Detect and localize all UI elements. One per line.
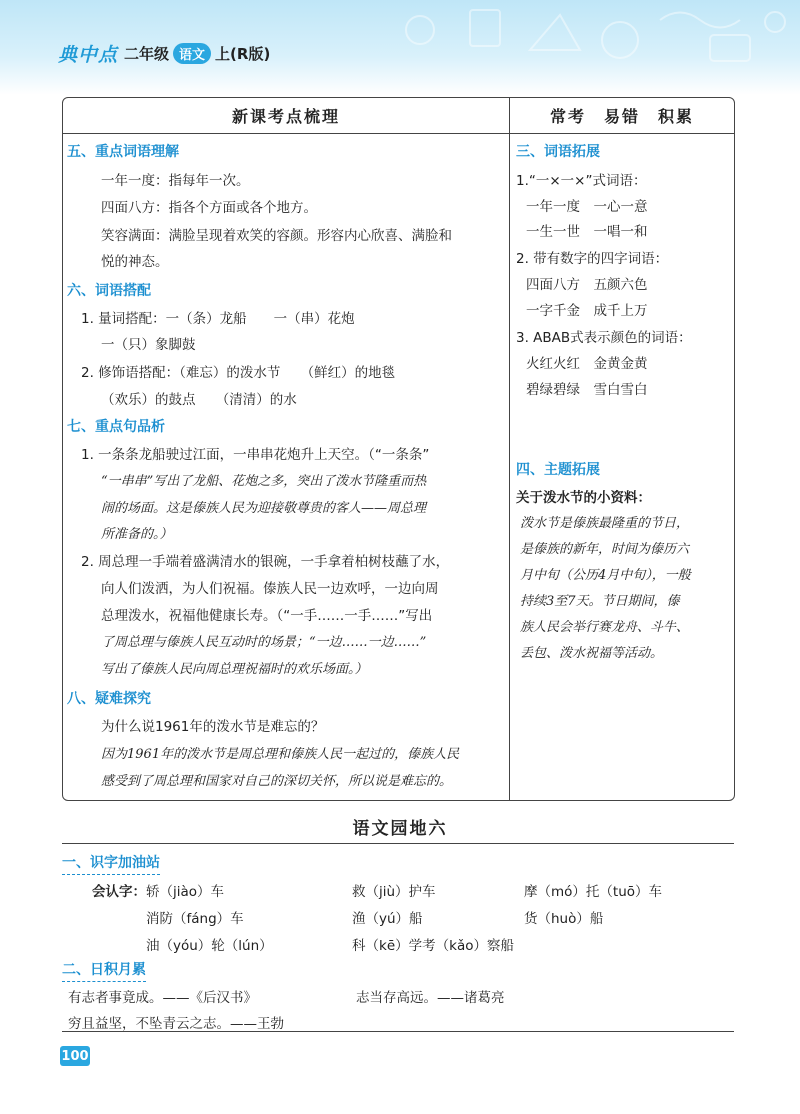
s4-line: 月中旬（公历4月中旬），一般 — [520, 568, 691, 583]
s3-line: 2. 带有数字的四字词语： — [516, 251, 669, 267]
s7-line: “一串串”写出了龙船、花炮之多，突出了泼水节隆重而热 — [101, 474, 427, 489]
s7-line: 所准备的。） — [101, 527, 173, 542]
s3-line: 一年一度 一心一意 — [526, 199, 648, 215]
section-4-title: 四、主题拓展 — [516, 462, 600, 478]
s6-line: （欢乐）的鼓点 （清清）的水 — [101, 392, 297, 408]
quote-line: 有志者事竟成。——《后汉书》 — [68, 990, 257, 1006]
s4-line: 丢包、泼水祝福等活动。 — [520, 646, 664, 661]
s4-line: 族人民会举行赛龙舟、斗牛、 — [520, 620, 690, 635]
word-cell: 渔（yú）船 — [352, 911, 423, 927]
quote-line: 志当存高远。——诸葛亮 — [356, 990, 505, 1006]
right-column — [510, 98, 734, 800]
header-banner — [0, 0, 800, 95]
s3-line: 一生一世 一唱一和 — [526, 224, 648, 240]
right-column-title: 常考 易错 积累 — [510, 98, 734, 134]
s7-line: 了周总理与傣族人民互动时的场景；“一边……一边……” — [101, 635, 427, 650]
book-logo — [58, 40, 270, 66]
section-6-title: 六、词语搭配 — [67, 283, 151, 299]
decorative-doodles-icon — [380, 0, 800, 80]
s3-line: 3. ABAB式表示颜色的词语： — [516, 330, 692, 346]
section-8-title: 八、疑难探究 — [67, 691, 151, 707]
s7-line: 总理泼水，祝福他健康长寿。（“一手……一手……”写出 — [101, 608, 433, 624]
s7-line: 写出了傣族人民向周总理祝福时的欢乐场面。） — [101, 662, 368, 677]
grade-label: 二年级 — [124, 44, 170, 63]
garden-section — [62, 843, 734, 1032]
subject-badge: 语文 — [173, 43, 211, 64]
s7-line: 闹的场面。这是傣族人民为迎接敬尊贵的客人——周总理 — [101, 501, 427, 516]
s5-line: 一年一度：指每年一次。 — [101, 173, 250, 189]
quote-line: 穷且益坚，不坠青云之志。——王勃 — [68, 1016, 284, 1032]
s3-line: 火红火红 金黄金黄 — [526, 356, 648, 372]
s5-line: 四面八方：指各个方面或各个地方。 — [101, 200, 317, 216]
s5-line: 悦的神态。 — [101, 254, 169, 270]
word-cell: 消防（fáng）车 — [146, 911, 244, 927]
section-5-title: 五、重点词语理解 — [67, 144, 179, 160]
s4-line: 持续3至7天。节日期间，傣 — [520, 594, 680, 609]
garden-s2-title: 二、日积月累 — [62, 959, 146, 982]
word-cell: 轿（jiào）车 — [146, 884, 225, 900]
summary-panel — [62, 97, 735, 801]
word-cell: 科（kē）学考（kǎo）察船 — [352, 938, 514, 954]
left-column-title: 新课考点梳理 — [63, 98, 509, 134]
left-column — [63, 98, 510, 800]
word-cell: 救（jiù）护车 — [352, 884, 436, 900]
garden-s1-title: 一、识字加油站 — [62, 852, 160, 875]
word-cell: 油（yóu）轮（lún） — [146, 938, 273, 954]
s7-line: 2. 周总理一手端着盛满清水的银碗，一手拿着柏树枝蘸了水， — [81, 554, 450, 570]
garden-title: 语文园地六 — [352, 819, 448, 839]
s5-line: 笑容满面：满脸呈现着欢笑的容颜。形容内心欣喜、满脸和 — [101, 228, 452, 244]
s3-line: 一字千金 成千上万 — [526, 303, 648, 319]
s7-line: 1. 一条条龙船驶过江面，一串串花炮升上天空。（“一条条” — [81, 447, 430, 463]
section-7-title: 七、重点句品析 — [67, 419, 165, 435]
edition-label: 上(R版) — [215, 44, 271, 63]
s7-line: 向人们泼洒，为人们祝福。傣族人民一边欢呼，一边向周 — [101, 581, 439, 597]
s3-line: 四面八方 五颜六色 — [526, 277, 648, 293]
page-number: 100 — [60, 1046, 90, 1066]
s6-line: 1. 量词搭配：一（条）龙船 一（串）花炮 — [81, 311, 355, 327]
section-3-title: 三、词语拓展 — [516, 144, 600, 160]
s6-line: 2. 修饰语搭配：（难忘）的泼水节 （鲜红）的地毯 — [81, 365, 396, 381]
s8-line: 因为1961年的泼水节是周总理和傣族人民一起过的，傣族人民 — [101, 747, 460, 762]
s8-line: 为什么说1961年的泼水节是难忘的？ — [101, 719, 325, 735]
word-cell: 货（huò）船 — [524, 911, 604, 927]
s8-line: 感受到了周总理和国家对自己的深切关怀，所以说是难忘的。 — [101, 774, 453, 789]
word-cell: 摩（mó）托（tuō）车 — [524, 884, 663, 900]
brand-name: 典中点 — [58, 43, 119, 66]
s4-line: 是傣族的新年，时间为傣历六 — [520, 542, 690, 557]
s3-line: 碧绿碧绿 雪白雪白 — [526, 382, 648, 398]
s3-line: 1.“一×一×”式词语： — [516, 173, 647, 189]
recognize-label: 会认字： — [92, 884, 146, 900]
s4-subtitle: 关于泼水节的小资料： — [516, 490, 651, 506]
s6-line: 一（只）象脚鼓 — [101, 337, 196, 353]
s4-line: 泼水节是傣族最隆重的节日， — [520, 516, 690, 531]
